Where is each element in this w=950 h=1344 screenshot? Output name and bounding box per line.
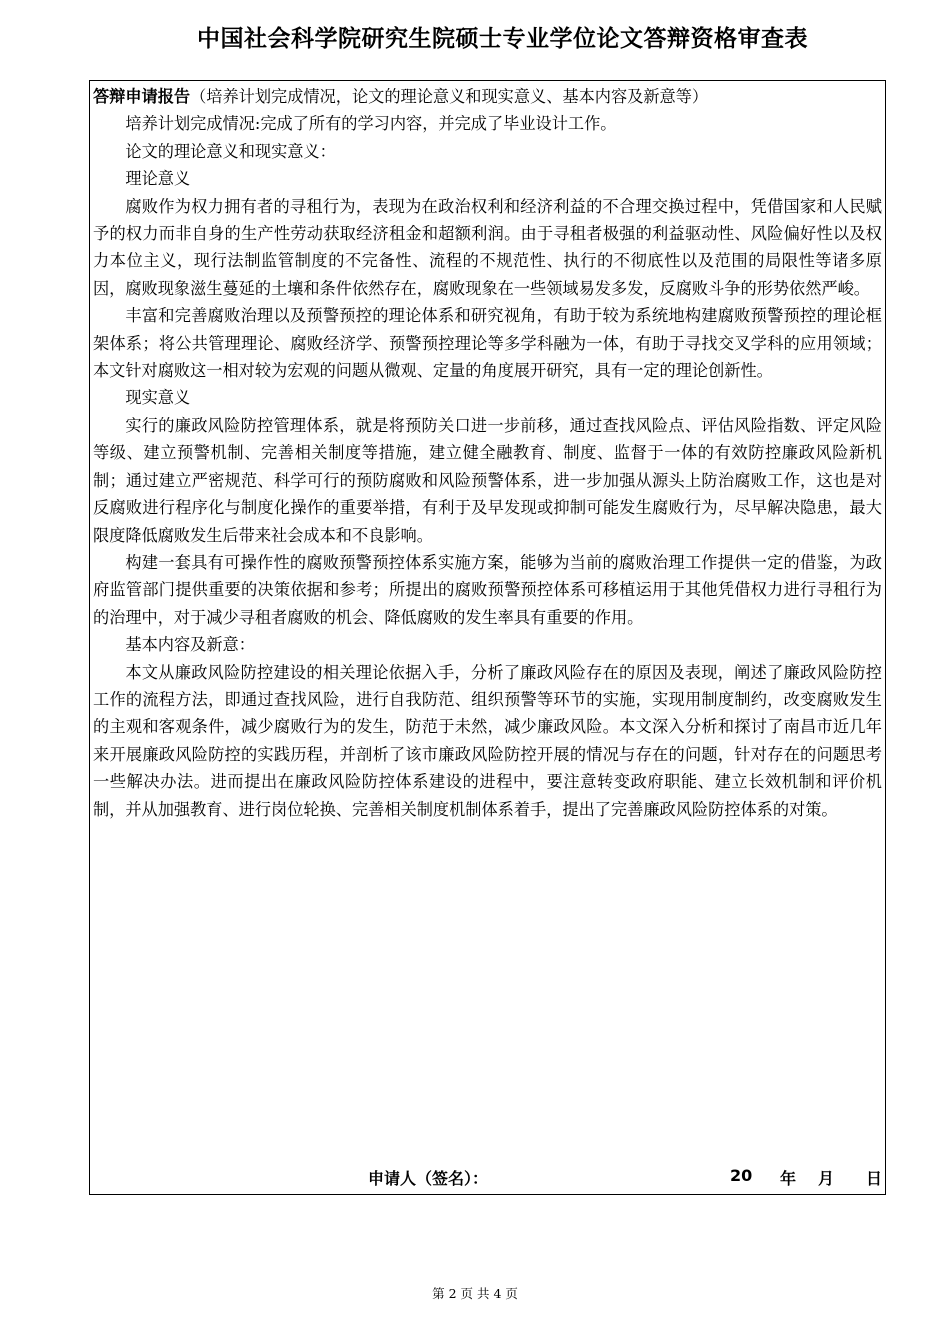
- paragraph-practical-heading: 现实意义: [125, 388, 191, 408]
- signature-row: [90, 1166, 885, 1190]
- report-heading-note: （培养计划完成情况，论文的理论意义和现实意义、基本内容及新意等）: [190, 87, 709, 106]
- paragraph-content-1: 本文从廉政风险防控建设的相关理论依据入手，分析了廉政风险存在的原因及表现，阐述了廉政风险防控工作的流程方法，即通过查找风险，进行自我防范、组织预警等环节的实施，实现用制度制约，改变腐败发生的主观和客观条件，减少腐败行为的发生，防范于未然，减少廉政风险。本文深入分析和探讨了南昌市近几年来开展廉政风险防控的实践历程，并剖析了该市廉政风险防控开展的情况与存在的问题，针对存在的问题思考一些解决办法。进而提出在廉政风险防控体系建设的进程中，要注意转变政府职能、建立长效机制和评价机制，并从加强教育、进行岗位轮换、完善相关制度机制体系着手，提出了完善廉政风险防控体系的对策。: [93, 662, 882, 819]
- page-footer: 第 2 页 共 4 页: [432, 1286, 518, 1301]
- date-day-label: 日: [866, 1169, 883, 1188]
- application-report-box: [89, 80, 886, 1195]
- paragraph-practical-1: 实行的廉政风险防控管理体系，就是将预防关口进一步前移，通过查找风险点、评估风险指数、评定风险等级、建立预警机制、完善相关制度等措施，建立健全融教育、制度、监督于一体的有效防控廉政风险新机制；通过建立严密规范、科学可行的预防腐败和风险预警体系，进一步加强从源头上防治腐败工作，这也是对反腐败进行程序化与制度化操作的重要举措，有利于及早发现或抑制可能发生腐败行为，尽早解决隐患，最大限度降低腐败发生后带来社会成本和不良影响。: [93, 415, 882, 545]
- date-year-label: 年: [780, 1169, 797, 1188]
- paragraph-significance-heading: 论文的理论意义和现实意义：: [125, 141, 336, 161]
- report-heading: [93, 83, 882, 110]
- applicant-signature-label: 申请人（签名）：: [368, 1169, 489, 1188]
- paragraph-training-plan: 培养计划完成情况:完成了所有的学习内容，并完成了毕业设计工作。: [125, 114, 617, 134]
- date-year-prefix: 20: [730, 1166, 753, 1185]
- report-content: [93, 83, 882, 823]
- paragraph-theoretical-2: 丰富和完善腐败治理以及预警预控的理论体系和研究视角，有助于较为系统地构建腐败预警预控的理论框架体系；将公共管理理论、腐败经济学、预警预控理论等多学科融为一体，有助于寻找交叉学科的应用领域；本文针对腐败这一相对较为宏观的问题从微观、定量的角度展开研究，具有一定的理论创新性。: [93, 306, 882, 381]
- report-heading-label: 答辩申请报告: [93, 87, 191, 106]
- date-month-label: 月: [818, 1169, 835, 1188]
- paragraph-theoretical-1: 腐败作为权力拥有者的寻租行为，表现为在政治权利和经济利益的不合理交换过程中，凭借国家和人民赋予的权力而非自身的生产性劳动获取经济租金和超额利润。由于寻租者极强的利益驱动性、风险偏好性以及权力本位主义，现行法制监管制度的不完备性、流程的不规范性、执行的不彻底性以及范围的局限性等诸多原因，腐败现象滋生蔓延的土壤和条件依然存在，腐败现象在一些领域易发多发，反腐败斗争的形势依然严峻。: [93, 196, 882, 298]
- paragraph-practical-2: 构建一套具有可操作性的腐败预警预控体系实施方案，能够为当前的腐败治理工作提供一定的借鉴，为政府监管部门提供重要的决策依据和参考；所提出的腐败预警预控体系可移植运用于其他凭借权力进行寻租行为的治理中，对于减少寻租者腐败的机会、降低腐败的发生率具有重要的作用。: [93, 552, 882, 627]
- document-title: 中国社会科学院研究生院硕士专业学位论文答辩资格审查表: [197, 26, 808, 52]
- paragraph-content-heading: 基本内容及新意：: [125, 635, 255, 655]
- paragraph-theoretical-heading: 理论意义: [125, 169, 191, 189]
